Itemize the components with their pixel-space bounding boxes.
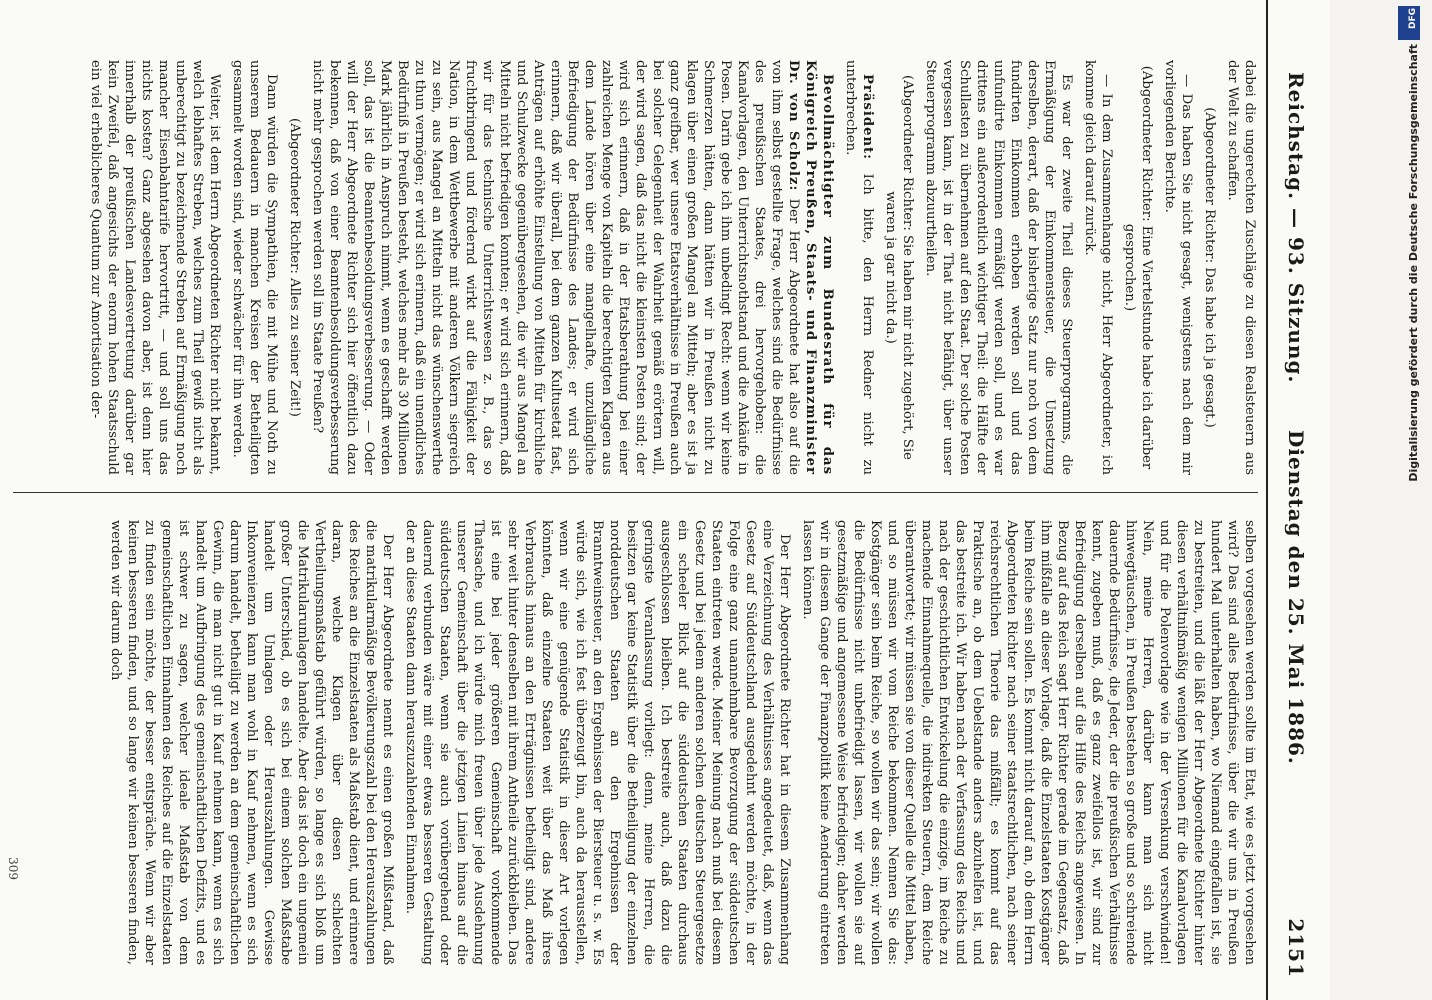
speaker-name: Bevollmächtigter zum Bundesrath für das Königreich Preußen, Staats- und Finanzminister Dr. von Scholz: <box>786 60 835 475</box>
body-paragraph: — In dem Zusammenhange nicht, Herr Abgeordneter, ich komme gleich darauf zurück. <box>1082 60 1114 475</box>
speech-paragraph <box>842 60 876 475</box>
text-columns <box>13 60 1258 980</box>
signature-mark: 309 <box>6 857 20 880</box>
interjection: (Abgeordneter Richter: Sie haben mir nicht zugehört, Sie waren ja gar nicht da.) <box>883 74 915 460</box>
dfg-stamp <box>1394 0 1424 1000</box>
body-paragraph: — Das haben Sie nicht gesagt, wenigstens nach dem mir vorliegenden Berichte. <box>1162 60 1194 475</box>
body-paragraph: Der Herr Abgeordnete nennt es einen großen Mißstand, daß die matrikularmäßige Bevölkerungszahl bei den Herauszahlungen des Reiches an die Einzelstaaten als Maßstab dient, und erinnere daran, welche Klagen über diesen schlechten Vertheilungsmaßstab geführt würden, so lange es sich bloß um die Matrikularumlagen handelte. Aber das ist doch ein ungemein großer Unterschied, ob es sich bei einem solchen Maßstabe handelt um Umlagen oder Herauszahlungen. Gewisse Inkonvenienzen kann man wohl in Kauf nehmen, wenn es sich darum handelt, betheiligt zu werden an dem gemeinschaftlichen Gewinn, die man nicht gut in Kauf nehmen kann, wenn es sich handelt um Aufbringung des gemeinschaftlichen Defizits, und es ist schwer zu sagen, welcher ideale Maßstab von dem gemeinschaftlichen Einnahmen des Reiches auf die Einzelstaaten zu finden sein möchte, der besser entspräche. Wenn wir aber keinen besseren finden, und so lange wir keinen besseren finden, werden wir darum doch <box>108 520 395 965</box>
interjection: (Abgeordneter Richter: Das habe ich ja gesagt.) <box>1202 107 1217 428</box>
speaker-name: Präsident: <box>860 74 875 161</box>
interjection: (Abgeordneter Richter: Eine Viertelstunde habe ich darüber gesprochen.) <box>1122 65 1154 470</box>
body-paragraph: Es war der zweite Theil dieses Steuerprogramms, die Ermäßigung der Einkommensteuer, die Umsetzung derselben, derart, daß der bisherige Satz nur noch von dem fundirten Einkommen erhoben werden soll und das unfundirte Einkommen ermäßigt werden soll, und es war drittens ein außerordentlich wichtiger Theil: die Hälfte der Schullasten zu übernehmen auf den Staat. Der solche Posten vergessen kann, ist in der That nicht befähigt, über unser Steuerprogramm abzuurtheilen. <box>923 60 1074 475</box>
dfg-logo-text: DFG <box>1408 8 1418 30</box>
column-left <box>13 60 1258 475</box>
header-left: Reichstag. — 93. Sitzung. <box>1284 72 1308 384</box>
page-header <box>1266 0 1330 1000</box>
body-paragraph: Weiter, ist dem Herrn Abgeordneten Richter nicht bekannt, welch lebhaftes Streben, welches zum Theil gewiß nicht als unberechtigt zu bezeichnende Streben auf Ermäßigung noch mancher Eisenbahntarife hervortritt, — und soll uns das nichts kosten? Ganz abgesehen davon aber, ist denn hier innerhalb der preußischen Landesvertretung darüber gar kein Zweifel, daß angesichts der enorm hohen Staatsschuld ein viel erheblicheres Quantum zur Amortisation der- <box>88 60 222 475</box>
column-right <box>13 520 1258 965</box>
body-paragraph: Der Herr Abgeordnete Richter hat in diesem Zusammenhang eine Verzeichnung des Verhältnisses angedeutet, daß, wenn das Gesetz auf Süddeutschland ausgedehnt werden möchte, in der Folge eine ganz unannehmbare Bevorzugung der süddeutschen Staaten eintreten werde. Meiner Meinung nach muß bei diesem Gesetz und bei jedem anderen solchen deutschen Steuergesetze ein scheeler Blick auf die süddeutschen Staaten durchaus ausgeschlossen bleiben. Ich bestreite auch, daß dazu die geringste Veranlassung vorliegt: denn, meine Herren, die besitzen gar keine Statistik über die Betheiligung der einzelnen norddeutschen Staaten an den Ergebnissen der Branntweinsteuer, an den Ergebnissen der Biersteuer u. s. w. Es würde sich, wie ich fest überzeugt bin, auch da herausstellen, wenn wir eine genügende Statistik in dieser Art vorlegen könnten, daß einzelne Staaten weit über das Maß ihres Verbrauchs hinaus an den Erträgnissen betheiligt sind, andere sehr weit hinter denselben mit ihrem Antheile zurückbleiben. Das ist eine bei jeder größeren Gemeinschaft vorkommende Thatsache, und ich würde mich freuen über jede Ausdehnung unserer Gemeinschaft über die jetzigen Linien hinaus auf die süddeutschen Staaten, wenn sie auch vorübergehend oder dauernd verbunden wäre mit einer etwas besseren Gestaltung der an diese Staaten dann herauszuzahlenden Einnahmen. <box>403 520 792 965</box>
speech-text: Ich bitte, den Herrn Redner nicht zu unterbrechen. <box>843 60 875 475</box>
body-paragraph: selben vorgesehen werden sollte im Etat, wie es jetzt vorgesehen wird? Das sind alles Bedürfnisse, über die wir uns in Preußen hundert Mal unterhalten haben, wo Niemand eingefallen ist, sie zu bestreiten, und die läßt der Herr Abgeordnete Richter hinter diesen verhältnißmäßig wenigen Millionen für die Kanalvorlagen und für die Polenvorlage wie in der Versenkung verschwinden! Nein, meine Herren, darüber kann man sich nicht hinwegtäuschen, in Preußen bestehen so große und so schreiende dauernde Bedürfnisse, die Jeder, der die preußischen Verhältnisse kennt, zugeben muß, daß es ganz zweifellos ist, wir sind zur Befriedigung derselben auf die Hilfe des Reichs angewiesen. In Bezug auf das Reich sagt Herr Richter gerade im Gegensatz, daß ihm mißfalle an dieser Vorlage, daß die Einzelstaaten Kostgänger beim Reiche sein sollen. Es kommt nicht darauf an, ob dem Herrn Abgeordneten Richter nach seiner staatsrechtlichen, nach seiner reichsrechtlichen Theorie das mißfällt; es kommt auf das Praktische an, ob dem Uebelstande anders abzuhelfen ist, und das bestreite ich. Wir haben nach der Verfassung des Reichs und nach der geschichtlichen Entwickelung die einzige, im Reiche zu machende Einnahmequelle, die indirekten Steuern, dem Reiche überantwortet; wir müssen sie von dieser Quelle die Mittel haben, und so müssen wir vom Reiche bekommen. Nennen Sie das: Kostgänger sein beim Reiche, so wollen wir das sein; wir wollen die Bedürfnisse nicht unbefriedigt lassen, wir wollen sie auf gesetzmäßige und angemessene Weise befriedigen; daher werden wir in diesem Gange der Finanzpolitik keine Aenderung eintreten lassen können. <box>800 520 1257 965</box>
page-number: 2151 <box>1284 918 1308 978</box>
column-divider <box>13 492 1258 493</box>
speech-paragraph <box>309 60 836 475</box>
header-date: Dienstag den 25. Mai 1886. <box>1284 430 1308 765</box>
dfg-funding-note: Digitalisierung gefördert durch die Deutsche Forschungsgemeinschaft <box>1407 44 1420 482</box>
body-paragraph: dabei die ungerechten Zuschläge zu diesen Realsteuern aus der Welt zu schaffen. <box>1225 60 1257 475</box>
body-paragraph: Dann würden die Sympathien, die mit Mühe und Noth zu unserem Bedauern in manchen Kreisen der Betheiligten gesammelt worden sind, wieder schwächer für ihn werden. <box>230 60 279 475</box>
interjection: (Abgeordneter Richter: Alles zu seiner Zeit!) <box>287 118 302 417</box>
speech-text: Der Herr Abgeordnete hat also auf die von ihm selbst gestellte Frage, welches sind die Bedürfnisse des preußischen Staates, drei hervorgehoben: die Kanalvorlagen, den Unterrichtsnothstand und die Ankäufe in Posen. Darin gebe ich ihm unbedingt Recht: wenn wir keine Schmerzen hätten, dann hätten wir in Preußen nicht zu klagen über einen großen Mangel an Mitteln; aber es ist ja ganz greifbar, wer unsere Etatsverhältnisse in Preußen auch bei solcher Gelegenheit der Wahrheit gemäß erörtern will, der wird sagen, daß das nicht die kleinsten Posten sind; der wird sich erinnern, daß in der Etatsberathung bei einer zahlreichen Menge von Kapiteln die berechtigten Klagen aus dem Lande hören über eine mangelhafte, unzulängliche Befriedigung der Bedürfnisse des Landes; er wird sich erinnern, daß wir überall, bei dem ganzen Kultusetat fast, Anträgen auf erhöhte Einstellung von Mitteln für kirchliche und Schulzwecke gegenübergesehen, die wir aus Mangel an Mitteln nicht befriedigen konnten; er wird sich erinnern, daß wir für das technische Unterrichtswesen z. B., das so fruchtbringend und fördernd wirkt auf die Fähigkeit der Nation, in dem Wettbewerbe mit anderen Völkern siegreich zu sein, aus Mangel an Mitteln nicht das wünschenswerthe zu thun vermögen; er wird sich erinnern, daß ein unendliches Bedürfniß in Preußen besteht, welches mehr als 30 Millionen Mark jährlich in Anspruch nimmt, wenn es geschafft werden soll, das ist die Beamtenbesoldungsverbesserung. — Oder will der Herr Abgeordnete Richter sich hier öffentlich dazu bekennen, daß von einer Beamtenbesoldungsverbesserung nicht mehr gesprochen werden soll im Staate Preußen? <box>310 60 801 475</box>
